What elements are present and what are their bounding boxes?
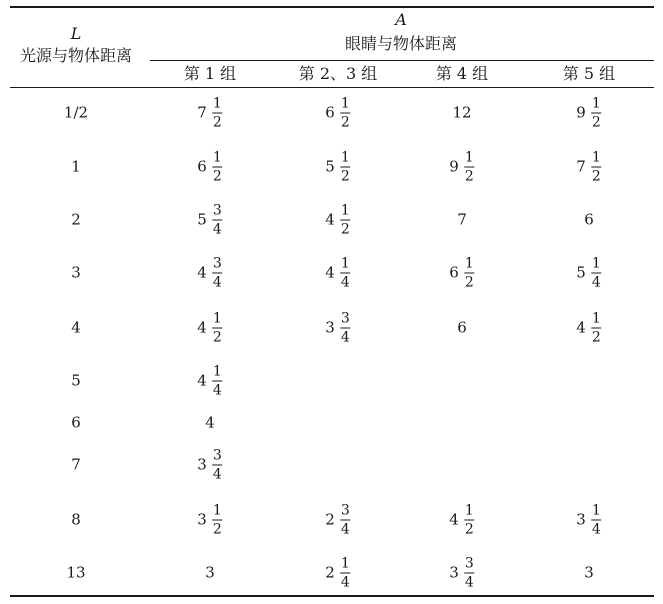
table-cell bbox=[197, 365, 222, 398]
numerator: 1 bbox=[464, 149, 474, 166]
denominator: 2 bbox=[464, 168, 474, 185]
numerator: 1 bbox=[340, 255, 350, 272]
numerator: 1 bbox=[212, 363, 222, 380]
denominator: 2 bbox=[212, 114, 222, 131]
denominator: 4 bbox=[591, 274, 601, 291]
denominator: 2 bbox=[340, 168, 350, 185]
fraction bbox=[591, 257, 602, 290]
whole-part: 3 bbox=[197, 510, 207, 529]
whole-part: 4 bbox=[449, 510, 459, 529]
denominator: 2 bbox=[591, 114, 601, 131]
column-header: 第 1 组 bbox=[183, 64, 237, 83]
whole-part: 4 bbox=[576, 318, 586, 337]
fraction bbox=[340, 504, 351, 537]
numerator: 1 bbox=[212, 95, 222, 112]
denominator: 4 bbox=[464, 574, 474, 591]
fraction bbox=[591, 151, 602, 184]
fraction bbox=[212, 97, 223, 130]
column-variable-label: 眼睛与物体距离 bbox=[344, 34, 458, 53]
denominator: 4 bbox=[212, 466, 222, 483]
table-cell bbox=[576, 97, 601, 130]
fraction bbox=[212, 151, 223, 184]
fraction bbox=[212, 365, 223, 398]
denominator: 2 bbox=[464, 521, 474, 538]
numerator: 1 bbox=[591, 95, 601, 112]
table-cell bbox=[576, 312, 601, 345]
denominator: 2 bbox=[591, 329, 601, 346]
table-cell bbox=[197, 312, 222, 345]
whole-part: 9 bbox=[449, 157, 459, 176]
whole-part: 6 bbox=[325, 103, 335, 122]
numerator: 1 bbox=[340, 202, 350, 219]
denominator: 2 bbox=[464, 274, 474, 291]
whole-part: 3 bbox=[576, 510, 586, 529]
fraction bbox=[591, 97, 602, 130]
fraction bbox=[464, 257, 475, 290]
numerator: 3 bbox=[340, 310, 350, 327]
numerator: 1 bbox=[591, 255, 601, 272]
row-label: 8 bbox=[71, 510, 81, 529]
denominator: 4 bbox=[340, 521, 350, 538]
denominator: 2 bbox=[340, 114, 350, 131]
numerator: 1 bbox=[591, 149, 601, 166]
whole-part: 5 bbox=[325, 157, 335, 176]
numerator: 3 bbox=[212, 202, 222, 219]
cell-value: 6 bbox=[457, 318, 467, 337]
whole-part: 4 bbox=[325, 263, 335, 282]
whole-part: 2 bbox=[325, 563, 335, 582]
denominator: 2 bbox=[212, 329, 222, 346]
whole-part: 2 bbox=[325, 510, 335, 529]
fraction bbox=[340, 312, 351, 345]
row-variable-label: 光源与物体距离 bbox=[19, 46, 133, 65]
table-cell bbox=[325, 97, 350, 130]
table-cell bbox=[197, 257, 222, 290]
table-cell bbox=[205, 563, 215, 582]
bottom-rule bbox=[10, 595, 654, 597]
numerator: 1 bbox=[340, 149, 350, 166]
whole-part: 3 bbox=[449, 563, 459, 582]
table-cell bbox=[197, 97, 222, 130]
table-cell bbox=[584, 210, 594, 229]
fraction bbox=[340, 151, 351, 184]
whole-part: 5 bbox=[197, 210, 207, 229]
fraction bbox=[340, 97, 351, 130]
cell-value: 7 bbox=[457, 210, 467, 229]
table-cell bbox=[325, 257, 350, 290]
column-header: 第 4 组 bbox=[435, 64, 489, 83]
table-cell bbox=[449, 257, 474, 290]
row-variable-symbol: L bbox=[70, 24, 82, 43]
denominator: 4 bbox=[591, 521, 601, 538]
whole-part: 4 bbox=[197, 318, 207, 337]
row-label: 1 bbox=[71, 157, 81, 176]
table-cell bbox=[457, 210, 467, 229]
table-cell bbox=[584, 563, 594, 582]
cell-value: 4 bbox=[205, 413, 215, 432]
numerator: 1 bbox=[212, 149, 222, 166]
denominator: 2 bbox=[340, 221, 350, 238]
whole-part: 9 bbox=[576, 103, 586, 122]
numerator: 1 bbox=[340, 555, 350, 572]
column-header: 第 5 组 bbox=[562, 64, 616, 83]
row-label: 6 bbox=[71, 413, 81, 432]
group-header-rule bbox=[150, 60, 654, 61]
table-cell bbox=[197, 204, 222, 237]
whole-part: 7 bbox=[197, 103, 207, 122]
table-cell bbox=[457, 318, 467, 337]
numerator: 1 bbox=[212, 310, 222, 327]
fraction bbox=[212, 257, 223, 290]
denominator: 2 bbox=[212, 521, 222, 538]
numerator: 1 bbox=[591, 310, 601, 327]
whole-part: 6 bbox=[449, 263, 459, 282]
column-header: 第 2、3 组 bbox=[298, 64, 378, 83]
table-cell bbox=[325, 204, 350, 237]
fraction bbox=[340, 257, 351, 290]
numerator: 1 bbox=[464, 255, 474, 272]
row-label: 5 bbox=[71, 371, 81, 390]
numerator: 1 bbox=[212, 502, 222, 519]
fraction bbox=[212, 312, 223, 345]
whole-part: 4 bbox=[197, 371, 207, 390]
row-label: 3 bbox=[71, 263, 81, 282]
fraction bbox=[340, 557, 351, 590]
denominator: 4 bbox=[212, 221, 222, 238]
denominator: 4 bbox=[212, 382, 222, 399]
whole-part: 4 bbox=[197, 263, 207, 282]
table-cell bbox=[197, 151, 222, 184]
whole-part: 4 bbox=[325, 210, 335, 229]
fraction bbox=[340, 204, 351, 237]
table-cell bbox=[325, 312, 350, 345]
cell-value: 6 bbox=[584, 210, 594, 229]
row-label: 4 bbox=[71, 318, 81, 337]
table-cell bbox=[449, 151, 474, 184]
fraction bbox=[212, 449, 223, 482]
table-cell bbox=[576, 151, 601, 184]
denominator: 4 bbox=[340, 574, 350, 591]
fraction bbox=[464, 151, 475, 184]
denominator: 4 bbox=[340, 329, 350, 346]
header-rule bbox=[10, 87, 654, 88]
numerator: 3 bbox=[464, 555, 474, 572]
numerator: 1 bbox=[464, 502, 474, 519]
fraction bbox=[212, 504, 223, 537]
table-cell bbox=[325, 557, 350, 590]
row-label: 2 bbox=[71, 210, 81, 229]
whole-part: 7 bbox=[576, 157, 586, 176]
fraction bbox=[591, 312, 602, 345]
fraction bbox=[212, 204, 223, 237]
denominator: 2 bbox=[212, 168, 222, 185]
row-label: 13 bbox=[66, 563, 86, 582]
table-cell bbox=[449, 504, 474, 537]
table-cell bbox=[452, 103, 472, 122]
table-cell bbox=[325, 151, 350, 184]
numerator: 1 bbox=[591, 502, 601, 519]
whole-part: 5 bbox=[576, 263, 586, 282]
whole-part: 3 bbox=[325, 318, 335, 337]
fraction bbox=[591, 504, 602, 537]
column-variable-symbol: A bbox=[395, 10, 407, 29]
table-cell bbox=[449, 557, 474, 590]
fraction bbox=[464, 557, 475, 590]
table-cell bbox=[576, 257, 601, 290]
denominator: 4 bbox=[340, 274, 350, 291]
cell-value: 3 bbox=[205, 563, 215, 582]
cell-value: 3 bbox=[584, 563, 594, 582]
table-cell bbox=[197, 449, 222, 482]
numerator: 1 bbox=[340, 95, 350, 112]
table-cell bbox=[576, 504, 601, 537]
denominator: 2 bbox=[591, 168, 601, 185]
numerator: 3 bbox=[340, 502, 350, 519]
top-rule bbox=[10, 6, 654, 8]
numerator: 3 bbox=[212, 447, 222, 464]
whole-part: 3 bbox=[197, 455, 207, 474]
table-cell bbox=[205, 413, 215, 432]
table-cell bbox=[325, 504, 350, 537]
table-cell bbox=[197, 504, 222, 537]
row-label: 1/2 bbox=[63, 103, 89, 122]
whole-part: 6 bbox=[197, 157, 207, 176]
numerator: 3 bbox=[212, 255, 222, 272]
denominator: 4 bbox=[212, 274, 222, 291]
row-label: 7 bbox=[71, 455, 81, 474]
cell-value: 12 bbox=[452, 103, 472, 122]
fraction bbox=[464, 504, 475, 537]
